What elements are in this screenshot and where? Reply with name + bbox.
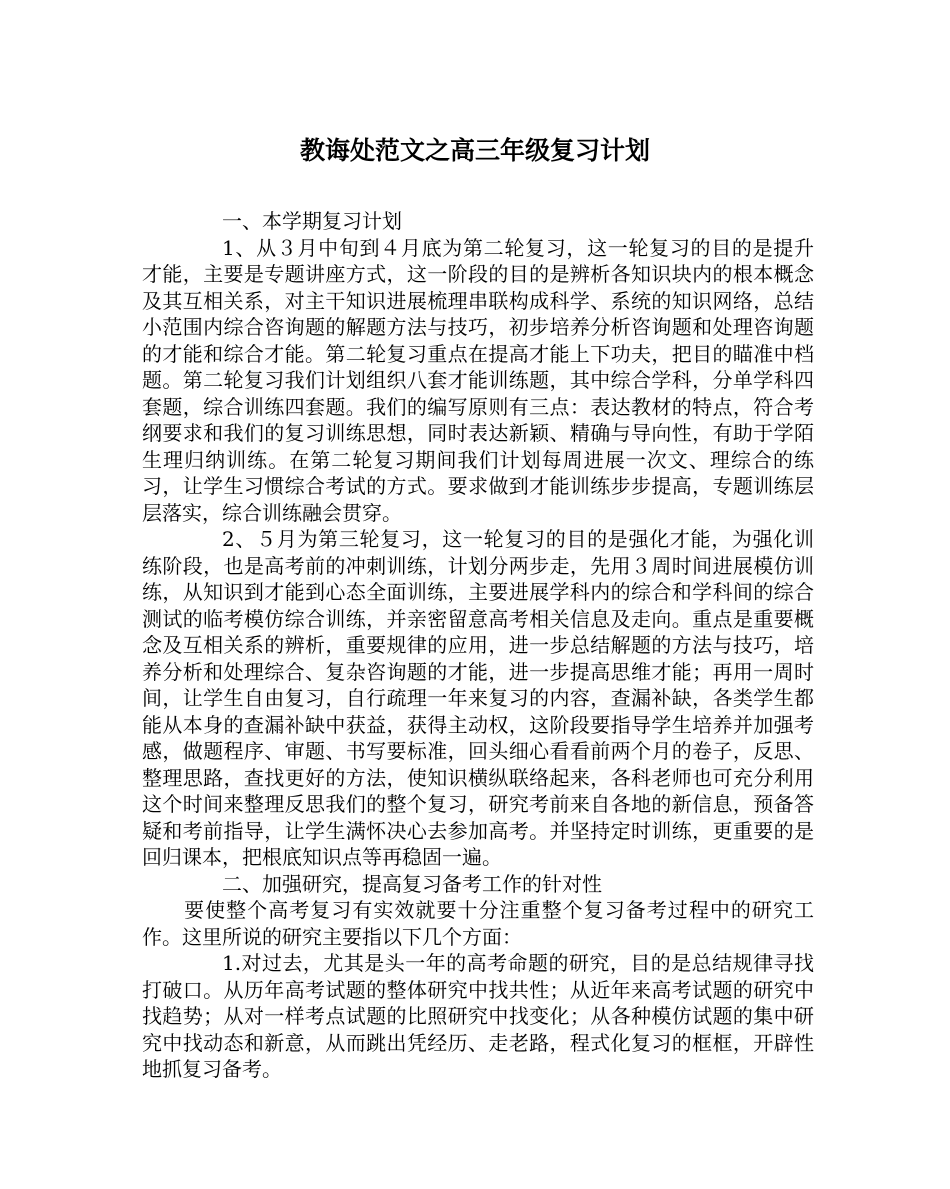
section-heading-2: 二、加强研究，提高复习备考工作的针对性 xyxy=(222,871,602,896)
section-heading-1: 一、本学期复习计划 xyxy=(222,209,402,233)
paragraph-item-3: 1.对过去，尤其是头一年的高考命题的研究，目的是总结规律寻找打破口。从历年高考试题的整体研究中找共性；从近年来高考试题的研究中找趋势；从对一样考点试题的比照研究中找变化；从各种模仿试题的集中研究中找动态和新意，从而跳出凭经历、走老路，程式化复习的框框，开辟性地抓复习备考。 xyxy=(142,951,814,1081)
paragraph-item-1: 1、从３月中旬到４月底为第二轮复习，这一轮复习的目的是提升才能，主要是专题讲座方式，这一阶段的目的是辨析各知识块内的根本概念及其互相关系，对主干知识进展梳理串联构成科学、系统的知识网络，总结小范围内综合咨询题的解题方法与技巧，初步培养分析咨询题和处理咨询题的才能和综合才能。第二轮复习重点在提高才能上下功夫，把目的瞄准中档题。第二轮复习我们计划组织八套才能训练题，其中综合学科，分单学科四套题，综合训练四套题。我们的编写原则有三点：表达教材的特点，符合考纲要求和我们的复习训练思想，同时表达新颖、精确与导向性，有助于学陌生理归纳训练。在第二轮复习期间我们计划每周进展一次文、理综合的练习，让学生习惯综合考试的方式。要求做到才能训练步步提高，专题训练层层落实，综合训练融会贯穿。 xyxy=(142,235,814,525)
document-title: 教诲处范文之高三年级复习计划 xyxy=(299,136,650,165)
document-body xyxy=(142,208,814,1083)
paragraph-intro: 要使整个高考复习有实效就要十分注重整个复习备考过程中的研究工作。这里所说的研究主要指以下几个方面： xyxy=(142,898,814,949)
paragraph-item-2: 2、５月为第三轮复习，这一轮复习的目的是强化才能，为强化训练阶段，也是高考前的冲刺训练，计划分两步走，先用３周时间进展模仿训练，从知识到才能到心态全面训练，主要进展学科内的综合和学科间的综合测试的临考模仿综合训练，并亲密留意高考相关信息及走向。重点是重要概念及互相关系的辨析，重要规律的应用，进一步总结解题的方法与技巧，培养分析和处理综合、复杂咨询题的才能，进一步提高思维才能；再用一周时间，让学生自由复习，自行疏理一年来复习的内容，查漏补缺，各类学生都能从本身的查漏补缺中获益，获得主动权，这阶段要指导学生培养并加强考感，做题程序、审题、书写要标准，回头细心看看前两个月的卷子，反思、整理思路，查找更好的方法，使知识横纵联络起来，各科老师也可充分利用这个时间来整理反思我们的整个复习，研究考前来自各地的新信息，预备答疑和考前指导，让学生满怀决心去参加高考。并坚持定时训练，更重要的是回归课本，把根底知识点等再稳固一遍。 xyxy=(142,527,814,869)
